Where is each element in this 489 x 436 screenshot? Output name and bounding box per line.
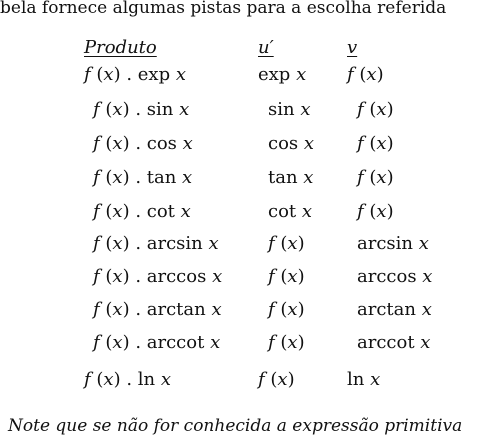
table-cell-produto: f (x) . arccos x xyxy=(93,266,223,287)
table-cell-produto: f (x) . arccot x xyxy=(93,332,221,353)
table-cell-u-prime: f (x) xyxy=(268,332,305,353)
table-cell-v: ln x xyxy=(347,369,381,390)
table-cell-u-prime: f (x) xyxy=(268,266,305,287)
table-cell-produto: f (x) . arctan x xyxy=(93,299,222,320)
table-cell-v: f (x) xyxy=(357,167,394,188)
table-cell-v: f (x) xyxy=(357,133,394,154)
table-cell-v: arctan x xyxy=(357,299,432,320)
table-cell-v: f (x) xyxy=(347,64,384,85)
table-cell-u-prime: tan x xyxy=(268,167,314,188)
header-v: v xyxy=(347,37,358,58)
table-cell-produto: f (x) . arcsin x xyxy=(93,233,219,254)
table-cell-u-prime: sin x xyxy=(268,99,311,120)
table-cell-v: f (x) xyxy=(357,99,394,120)
table-cell-v: arccot x xyxy=(357,332,431,353)
footer-text: Note que se não for conhecida a expressão primitiva xyxy=(8,416,463,436)
table-cell-u-prime: f (x) xyxy=(258,369,295,390)
table-cell-produto: f (x) . tan x xyxy=(93,167,193,188)
table-cell-u-prime: cos x xyxy=(268,133,315,154)
table-cell-produto: f (x) . cot x xyxy=(93,201,191,222)
table-cell-v: arcsin x xyxy=(357,233,429,254)
table-cell-produto: f (x) . sin x xyxy=(93,99,190,120)
table-cell-u-prime: f (x) xyxy=(268,299,305,320)
table-cell-v: arccos x xyxy=(357,266,433,287)
table-cell-produto: f (x) . exp x xyxy=(84,64,186,85)
table-cell-u-prime: f (x) xyxy=(268,233,305,254)
header-produto: Produto xyxy=(84,37,157,58)
table-cell-produto: f (x) . cos x xyxy=(93,133,193,154)
table-cell-v: f (x) xyxy=(357,201,394,222)
table-cell-u-prime: cot x xyxy=(268,201,313,222)
table-cell-produto: f (x) . ln x xyxy=(84,369,171,390)
intro-text: bela fornece algumas pistas para a escolha referida xyxy=(0,0,447,18)
table-cell-u-prime: exp x xyxy=(258,64,307,85)
header-u-prime: u′ xyxy=(258,37,274,58)
